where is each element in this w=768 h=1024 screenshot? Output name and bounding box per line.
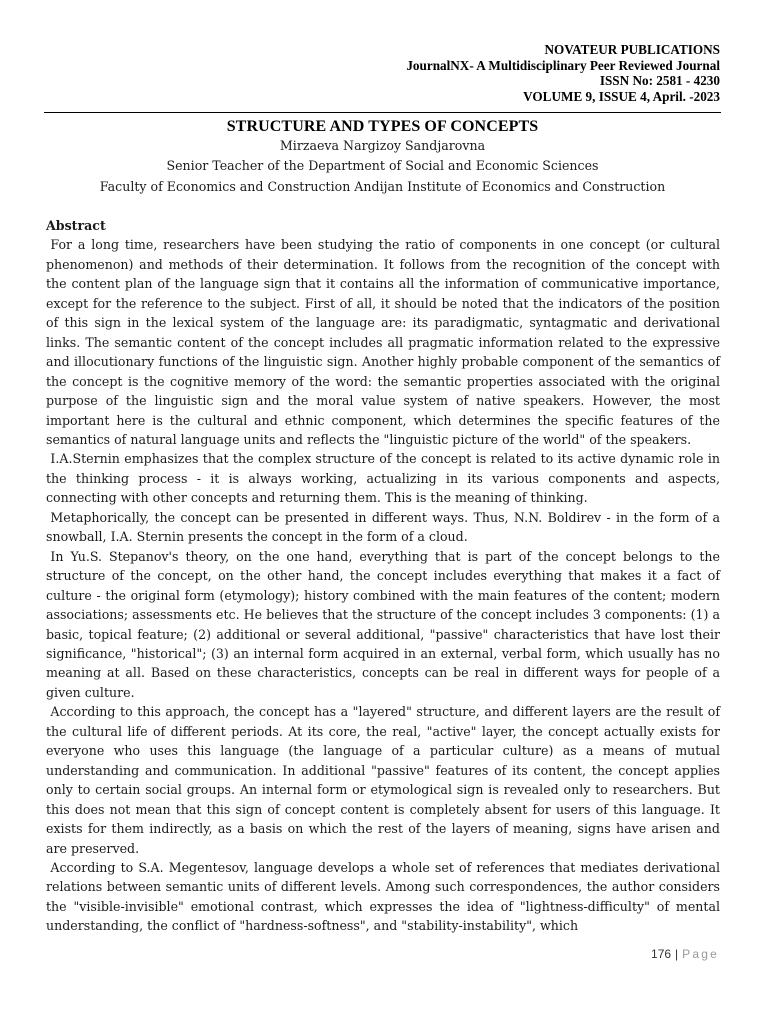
author-name: Mirzaeva Nargizoy Sandjarovna: [279, 138, 486, 153]
abstract-heading: Abstract: [46, 218, 106, 233]
page-label: Page: [682, 947, 719, 961]
journal-header: [406, 42, 720, 104]
page-number: 176: [651, 947, 672, 961]
footer-separator: |: [675, 947, 679, 961]
header-divider: [44, 112, 721, 113]
abstract-section: [46, 216, 720, 936]
page-footer: [651, 947, 719, 961]
abstract-paragraph: I.A.Sternin emphasizes that the complex structure of the concept is related to its active dynamic role in the thinking process - it is always working, actualizing in its various components and aspects, connecting with other concepts and returning them. This is the meaning of thinking.: [46, 451, 720, 506]
abstract-paragraph: According to this approach, the concept has a "layered" structure, and different layers are the result of the cultural life of different periods. At its core, the real, "active" layer, the concept actually exists for everyone who uses this language (the language of a particular culture) as a means of mutual understanding and communication. In additional "passive" features of its content, the concept applies only to certain social groups. An internal form or etymological sign is revealed only to researchers. But this does not mean that this sign of concept content is completely absent for users of this language. It exists for them indirectly, as a basis on which the rest of the layers of meaning, signs have arisen and are preserved.: [46, 704, 720, 856]
author-affiliation: Faculty of Economics and Construction Andijan Institute of Economics and Construction: [99, 178, 666, 194]
abstract-paragraph: Metaphorically, the concept can be presented in different ways. Thus, N.N. Boldirev - in the form of a snowball, I.A. Sternin presents the concept in the form of a cloud.: [46, 509, 720, 545]
abstract-paragraph: In Yu.S. Stepanov's theory, on the one hand, everything that is part of the concept belongs to the structure of the concept, on the other hand, the concept includes everything that makes it a fact of culture - the original form (etymology); history combined with the main features of the content; modern associations; assessments etc. He believes that the structure of the concept includes 3 components: (1) a basic, topical feature; (2) additional or several additional, "passive" characteristics that have lost their significance, "historical"; (3) an internal form acquired in an external, verbal form, which usually has no meaning at all. Based on these characteristics, concepts can be real in different ways for people of a given culture.: [46, 548, 720, 700]
journal-name: JournalNX- A Multidisciplinary Peer Reviewed Journal: [406, 57, 720, 73]
abstract-paragraph: For a long time, researchers have been studying the ratio of components in one concept (or cultural phenomenon) and methods of their determination. It follows from the recognition of the concept with the content plan of the language sign that it contains all the information of communicative importance, except for the reference to the subject. First of all, it should be noted that the indicators of the position of this sign in the lexical system of the language are: its paradigmatic, syntagmatic and derivational links. The semantic content of the concept includes all pragmatic information related to the expressive and illocutionary functions of the linguistic sign. Another highly probable component of the semantics of the concept is the cognitive memory of the word: the semantic properties associated with the original purpose of the linguistic sign and the moral value system of native speakers. However, the most important here is the cultural and ethnic component, which determines the specific features of the semantics of natural language units and reflects the "linguistic picture of the world" of the speakers.: [46, 237, 720, 447]
paper-title: STRUCTURE AND TYPES OF CONCEPTS: [226, 118, 539, 135]
volume-issue: VOLUME 9, ISSUE 4, April. -2023: [523, 88, 720, 104]
abstract-paragraph: According to S.A. Megentesov, language develops a whole set of references that mediates derivational relations between semantic units of different levels. Among such correspondences, the author considers the "visible-invisible" emotional contrast, which expresses the idea of "lightness-difficulty" of mental understanding, the conflict of "hardness-softness", and "stability-instability", which: [46, 859, 720, 934]
publisher-name: NOVATEUR PUBLICATIONS: [544, 42, 720, 57]
title-block: [44, 117, 721, 197]
author-position: Senior Teacher of the Department of Social and Economic Sciences: [166, 158, 599, 174]
issn-number: ISSN No: 2581 - 4230: [599, 73, 720, 89]
